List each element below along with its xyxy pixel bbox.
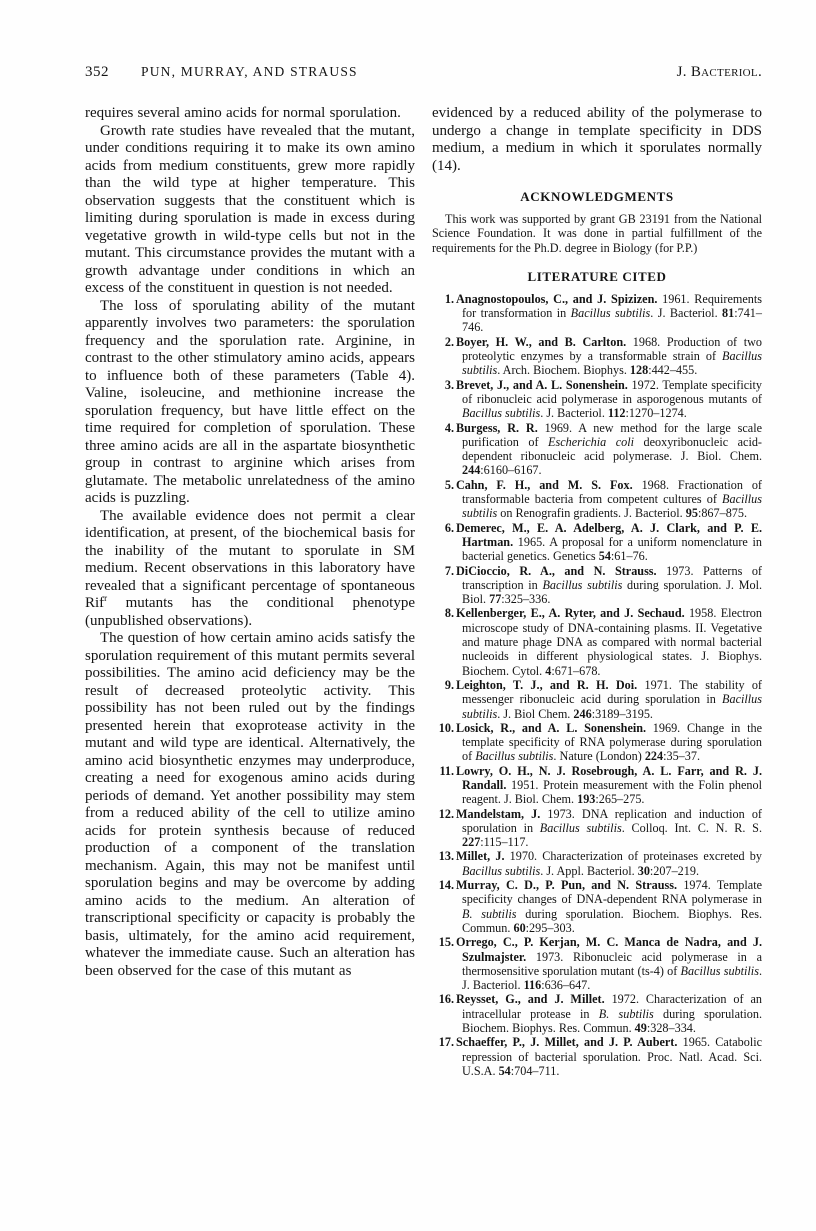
body-paragraph: Growth rate studies have revealed that the mutant, under conditions requiring it to make its own amino acids from medium constituents, grew more rapidly than the wild type at higher temperature. This observation suggests that the constituent which is limiting during sporulation is made in excess during vegetative growth in wild-type cells but not in the mutant. This circumstance provides the mutant with a growth advantage under conditions in which an excess of the constituent in question is not needed. <box>85 122 415 296</box>
reference-text: Anagnostopoulos, C., and J. Spizizen. 1961. Requirements for transformation in Bacillus subtilis. J. Bacteriol. 81:741–746. <box>456 291 762 335</box>
body-paragraph: The question of how certain amino acids satisfy the sporulation requirement of this mutant permits several possibilities. The amino acid deficiency may be the result of decreased proteolytic activity. This possibility has not been ruled out by the findings presented herein that exoprotease activity in the mutant and wild type are identical. Alternatively, the amino acid biosynthetic enzymes may underproduce, creating a need for exogenous amino acids during periods of demand. Yet another possibility may stem from a reduced ability of the cell to utilize amino acids for protein synthesis because of reduced production of a component of the translation mechanism. Again, this may not be manifest until sporulation begins and may be overcome by adding amino acids to the medium. An alteration of transcriptional specificity or capacity is probably the basis, ultimately, for the amino acid requirement, whatever the immediate cause. Such an alteration has been observed for the case of this mutant as <box>85 630 415 979</box>
reference-number: 15. <box>438 935 454 950</box>
body-paragraph: The loss of sporulating ability of the mutant apparently involves two parameters: the sporulation frequency and the sporulation rate. Arginine, in contrast to the other stimulatory amino acids, appears to influence both of these parameters (Table 4). Valine, isoleucine, and methionine increase the sporulation frequency, but have little effect on the time required for completion of sporulation. These three amino acids are all in the aspartate biosynthetic group in contrast to arginine which arises from glutamate. The metabolic unrelatedness of the amino acids is puzzling. <box>85 297 415 506</box>
reference-number: 8. <box>444 606 454 621</box>
journal-name: J. Bacteriol. <box>676 64 762 80</box>
body-paragraph: requires several amino acids for normal sporulation. <box>85 105 401 121</box>
left-column <box>85 105 415 1078</box>
reference-text: Mandelstam, J. 1973. DNA replication and induction of sporulation in Bacillus subtilis. Colloq. Int. C. N. R. S. 227:115–117. <box>456 806 762 850</box>
reference-text: Brevet, J., and A. L. Sonenshein. 1972. Template specificity of ribonucleic acid polymerase in asporogenous mutants of Bacillus subtilis. J. Bacteriol. 112:1270–1274. <box>456 377 762 421</box>
reference-item <box>432 521 762 564</box>
reference-item <box>432 935 762 992</box>
reference-number: 13. <box>438 849 454 864</box>
reference-item <box>432 378 762 421</box>
reference-item <box>432 878 762 935</box>
reference-text: Reysset, G., and J. Millet. 1972. Characterization of an intracellular protease in B. subtilis during sporulation. Biochem. Biophys. Res. Commun. 49:328–334. <box>456 992 762 1036</box>
reference-item <box>432 807 762 850</box>
reference-item <box>432 849 762 878</box>
acknowledgments-text: This work was supported by grant GB 23191 from the National Science Foundation. It was done in partial fulfillment of the requirements for the Ph.D. degree in Biology (for P.P.) <box>432 212 762 255</box>
reference-text: Schaeffer, P., J. Millet, and J. P. Aubert. 1965. Catabolic repression of bacterial sporulation. Proc. Natl. Acad. Sci. U.S.A. 54:704–711. <box>456 1035 762 1078</box>
reference-text: Kellenberger, E., A. Ryter, and J. Sechaud. 1958. Electron microscope study of DNA-containing plasms. II. Vegetative and mature phage DNA as compared with normal bacterial nucleoids in different physiological states. J. Biophys. Biochem. Cytol. 4:671–678. <box>456 606 762 678</box>
reference-item <box>432 421 762 478</box>
reference-item <box>432 478 762 521</box>
reference-number: 6. <box>444 520 454 535</box>
reference-text: Orrego, C., P. Kerjan, M. C. Manca de Nadra, and J. Szulmajster. 1973. Ribonucleic acid polymerase in a thermosensitive sporulation mutant (ts-4) of Bacillus subtilis. J. Bacteriol. 116:636–647. <box>456 935 762 993</box>
reference-number: 3. <box>444 377 454 392</box>
reference-text: Demerec, M., E. A. Adelberg, A. J. Clark, and P. E. Hartman. 1965. A proposal for a uniform nomenclature in bacterial genetics. Genetics 54:61–76. <box>456 520 762 564</box>
reference-number: 4. <box>444 420 454 435</box>
reference-number: 11. <box>439 763 454 778</box>
reference-text: DiCioccio, R. A., and N. Strauss. 1973. Patterns of transcription in Bacillus subtilis during sporulation. J. Mol. Biol. 77:325–336. <box>456 563 762 607</box>
reference-item <box>432 764 762 807</box>
reference-text: Losick, R., and A. L. Sonenshein. 1969. Change in the template specificity of RNA polymerase during sporulation of Bacillus subtilis. Nature (London) 224:35–37. <box>456 720 762 764</box>
reference-number: 2. <box>444 334 454 349</box>
reference-item <box>432 992 762 1035</box>
reference-item <box>432 678 762 721</box>
continuation-text <box>432 105 762 175</box>
page-header <box>85 64 762 81</box>
body-paragraph: evidenced by a reduced ability of the polymerase to undergo a change in template specificity in DDS medium, a medium in which it sporulates normally (14). <box>432 105 762 174</box>
reference-list <box>432 292 762 1078</box>
reference-text: Murray, C. D., P. Pun, and N. Strauss. 1974. Template specificity changes of DNA-dependent RNA polymerase in B. subtilis during sporulation. Biochem. Biophys. Res. Commun. 60:295–303. <box>456 878 762 935</box>
reference-item <box>432 564 762 607</box>
reference-text: Leighton, T. J., and R. H. Doi. 1971. The stability of messenger ribonucleic acid during sporulation in Bacillus subtilis. J. Biol Chem. 246:3189–3195. <box>456 677 762 721</box>
reference-text: Millet, J. 1970. Characterization of proteinases excreted by Bacillus subtilis. J. Appl. Bacteriol. 30:207–219. <box>456 849 762 878</box>
reference-number: 7. <box>444 563 454 578</box>
reference-text: Boyer, H. W., and B. Carlton. 1968. Production of two proteolytic enzymes by a transformable strain of Bacillus subtilis. Arch. Biochem. Biophys. 128:442–455. <box>456 334 762 378</box>
right-column <box>432 105 762 1078</box>
reference-number: 10. <box>438 720 454 735</box>
reference-item <box>432 1035 762 1078</box>
reference-number: 16. <box>438 992 454 1007</box>
reference-text: Cahn, F. H., and M. S. Fox. 1968. Fractionation of transformable bacteria from competent cultures of Bacillus subtilis on Renografin gradients. J. Bacteriol. 95:867–875. <box>456 477 762 521</box>
two-column-layout <box>85 105 762 1078</box>
reference-number: 17. <box>438 1035 454 1050</box>
body-paragraph: The available evidence does not permit a clear identification, at present, of the biochemical basis for the inability of the mutant to sporulate in SM medium. Recent observations in this laboratory have revealed that a significant percentage of spontaneous Rif$^r$ mutants has the conditional phenotype (unpublished observations). <box>85 507 415 629</box>
running-title: PUN, MURRAY, AND STRAUSS <box>141 64 358 79</box>
reference-item <box>432 721 762 764</box>
reference-number: 14. <box>438 878 454 893</box>
page-number: 352 <box>85 64 109 80</box>
reference-number: 1. <box>444 291 454 306</box>
reference-item <box>432 335 762 378</box>
reference-number: 12. <box>438 806 454 821</box>
reference-number: 9. <box>444 677 454 692</box>
reference-text: Lowry, O. H., N. J. Rosebrough, A. L. Farr, and R. J. Randall. 1951. Protein measurement with the Folin phenol reagent. J. Biol. Chem. 193:265–275. <box>456 763 762 807</box>
reference-item <box>432 606 762 677</box>
reference-text: Burgess, R. R. 1969. A new method for the large scale purification of Escherichia coli deoxyribonucleic acid-dependent ribonucleic acid polymerase. J. Biol. Chem. 244:6160–6167. <box>456 420 762 478</box>
literature-cited-heading: LITERATURE CITED <box>527 268 667 284</box>
reference-item <box>432 292 762 335</box>
reference-number: 5. <box>444 477 454 492</box>
acknowledgments-heading: ACKNOWLEDGMENTS <box>520 189 674 204</box>
